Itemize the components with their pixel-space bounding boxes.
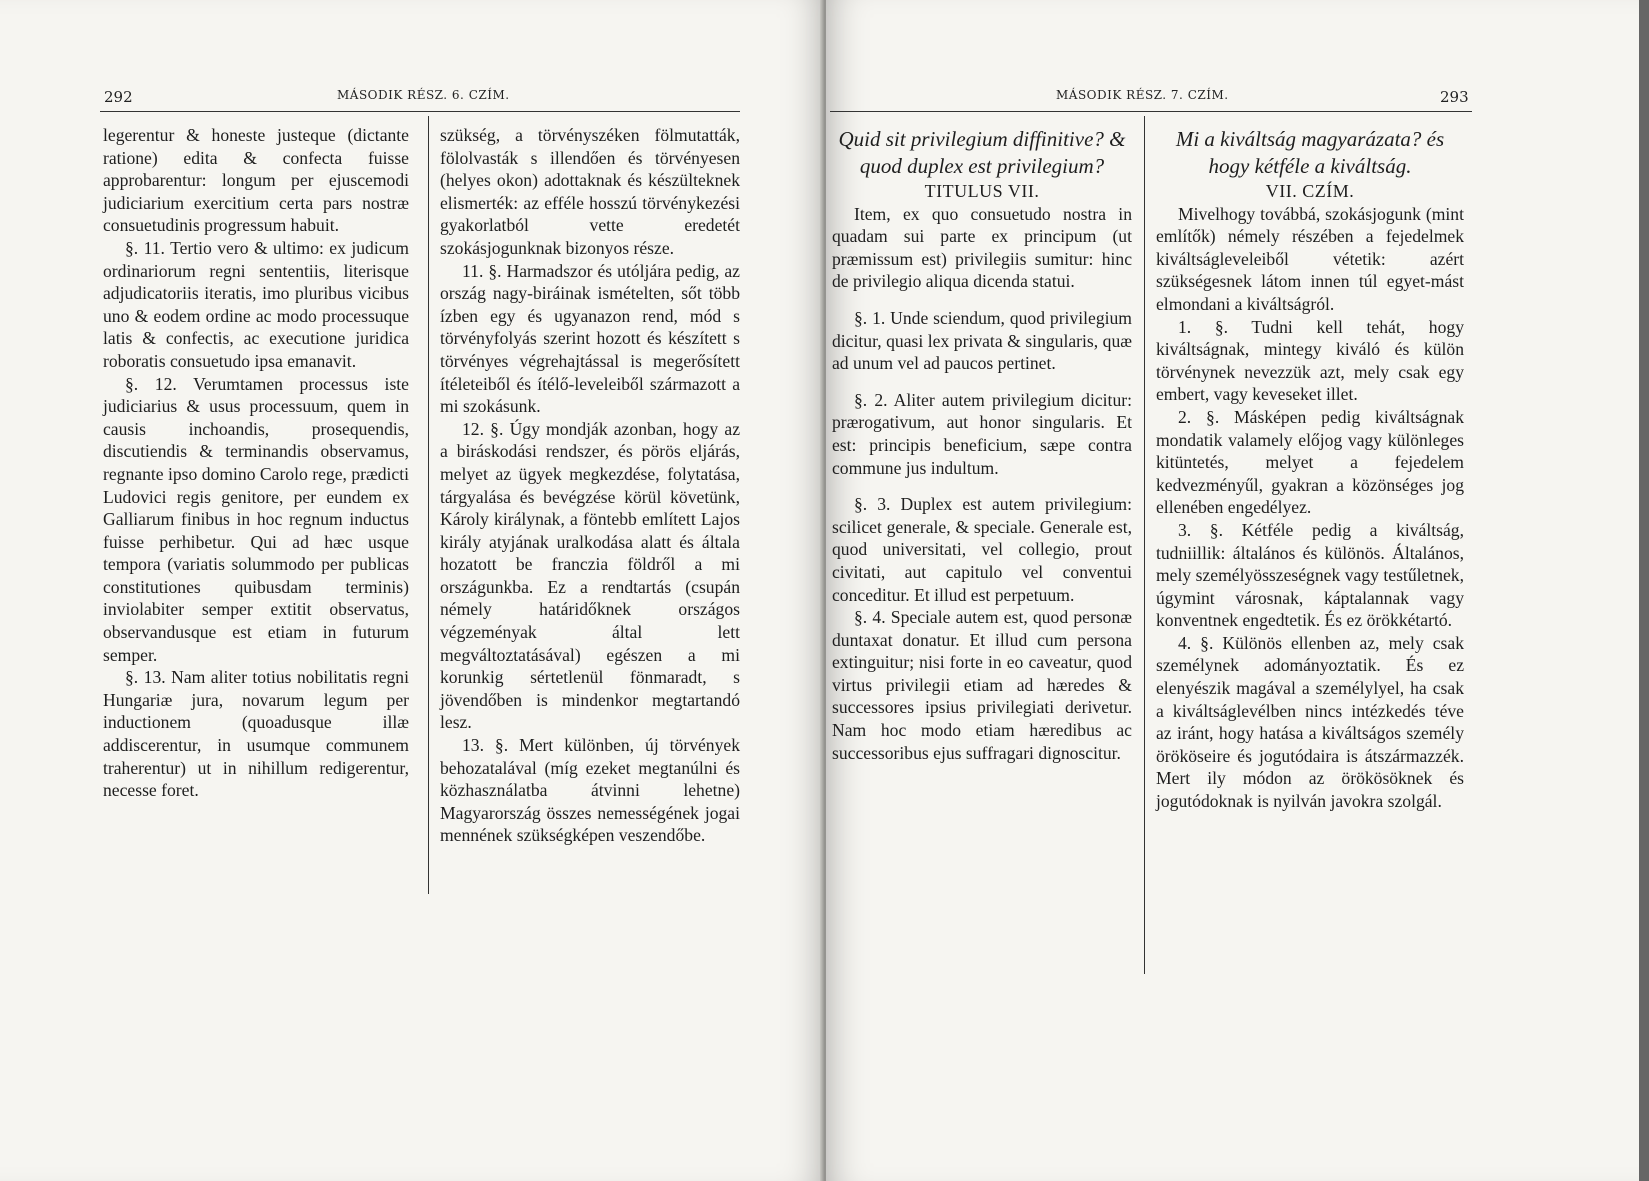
running-head: MÁSODIK RÉSZ. 6. CZÍM. (337, 88, 510, 102)
paragraph: 12. §. Úgy mondják azonban, hogy az a biráskodási rendszer, és pörös eljárás, melyet az ügyek megkezdése, folytatása, tárgyalása és bevégzése körül követünk, Károly királynak, a föntebb említett Lajos király atyjának uralkodása alatt és általa hozatott be franczia földről a mi országunkba. Ez a rendtartás (csupán némely határidőknek országos végzeményak által lett megváltoztatásával) egészen a mi korunkig sértetlenül fönmaradt, s jövendőben is mindenkor megtartandó lesz. (440, 418, 740, 733)
paragraph: 4. §. Különös ellenben az, mely csak személynek adományoztatik. És ez elenyészik magával a személylyel, ha csak a kiváltságlevélben nincs intézkedés téve az iránt, hogy hatása a kiváltságos személy örököseire és jogutódaira is átszármazzék. Mert ily módon az örökösöknek és jogutódoknak is nyilván javokra szolgál. (1156, 632, 1464, 812)
hungarian-column (440, 124, 740, 847)
latin-column (832, 126, 1132, 764)
titulus-heading: TITULUS VII. (924, 181, 1040, 201)
running-head: MÁSODIK RÉSZ. 7. CZÍM. (1056, 88, 1229, 102)
paragraph: 1. §. Tudni kell tehát, hogy kiváltságnak, mintegy kiváló és külön törvénynek nevezzük azt, mely csak egy embert, vagy keveseket illet. (1156, 316, 1464, 405)
paragraph: 11. §. Harmadszor és utóljára pedig, az ország nagy-biráinak ismételten, sőt több ízben egy és ugyanazon rend, mód s törvényfolyás szerint hozott és készített s törvényes végrehajtással is megerősített ítéleteiből és ítélő-leveleiből származott a mi szokásunk. (440, 260, 740, 417)
titulus-heading: VII. CZÍM. (1265, 181, 1355, 201)
paragraph: Mivelhogy továbbá, szokásjogunk (mint említők) némely részében a fejedelmek kiváltságleveleiből vétetik: azért szükségesnek látom innen túl egyet-mást elmondani a kiváltságról. (1156, 203, 1464, 314)
column-divider (428, 116, 429, 894)
paragraph: 13. §. Mert különben, új törvények behozatalával (míg ezeket megtanúlni és közhasználatba átvinni lehetne) Magyarország összes nemességének jogai mennének szükségképen veszendőbe. (440, 735, 740, 846)
book-edge-right (1639, 0, 1649, 1181)
paragraph: 2. §. Másképen pedig kiváltságnak mondatik valamely előjog vagy különleges kitüntetés, melyet a fejedelem kedvezményűl, gyakran a közönséges jog ellenében engedélyez. (1156, 406, 1464, 518)
paragraph: §. 11. Tertio vero & ultimo: ex judicum ordinariorum regni sententiis, literisque adjudicatoriis iteratis, imo pluribus vicibus uno & eodem ordine ac modo processuque latis & confectis, ac executione juridica roboratis consuetudo ipsa emanavit. (103, 237, 409, 371)
section-title: Mi a kiváltság magyarázata? és hogy kétféle a kiváltság. (1175, 127, 1445, 178)
right-page (826, 0, 1649, 1181)
section-title: Quid sit privilegium diffinitive? & quod duplex est privilegium? (838, 127, 1126, 178)
paragraph: §. 3. Duplex est autem privilegium: scilicet generale, & speciale. Generale est, quod universitati, vel collegio, prout civitati, aut capitulo vel conventui conceditur. Et illud est perpetuum. (832, 494, 1132, 605)
left-page (0, 0, 824, 1181)
paragraph: 3. §. Kétféle pedig a kiváltság, tudniillik: általános és különös. Általános, mely személyösszeségnek vagy testűletnek, úgymint városnak, káptalannak vagy konventnek engedtetik. És ez örökkétartó. (1156, 519, 1464, 631)
header-rule (830, 111, 1472, 112)
paragraph: §. 1. Unde sciendum, quod privilegium dicitur, quasi lex privata & singularis, quæ ad unum vel ad paucos pertinet. (832, 307, 1132, 374)
latin-column (103, 124, 409, 802)
paragraph: legerentur & honeste justeque (dictante ratione) edita & confecta fuisse approbarentur: longum per ejuscemodi judiciarium exercitium certa pars nostræ consuetudinis progressum habuit. (103, 125, 409, 236)
header-rule (100, 111, 740, 112)
paragraph: §. 2. Aliter autem privilegium dicitur: prærogativum, aut honor singularis. Et est: principis beneficium, sæpe contra commune jus indultum. (832, 389, 1132, 478)
paragraph: §. 12. Verumtamen processus iste judiciarius & usus processuum, quem in causis inchoandis, prosequendis, discutiendis & terminandis observamus, regnante ipso domino Carolo rege, prædicti Ludovici regis genitore, per eundem ex Galliarum finibus in hoc regnum inductus fuisse perhibetur. Qui ad hæc usque tempora (variatis solummodo per publicas constitutiones quibusdam terminis) inviolabiter semper extitit observatus, observandusque est etiam in futurum semper. (103, 373, 409, 665)
paragraph: Item, ex quo consuetudo nostra in quadam sui parte ex principum (ut præmissum est) privilegiis sumitur: hinc de privilegio aliqua dicenda statui. (832, 203, 1132, 292)
page-number: 292 (104, 88, 133, 106)
column-divider (1144, 116, 1145, 974)
paragraph: szükség, a törvényszéken fölmutatták, fölolvasták s illendően és törvényesen (helyes okon) adottaknak és készülteknek elismerték: az efféle hosszú törvénykezési gyakorlatból vette eredetét szokásjogunknak bizonyos része. (440, 125, 740, 258)
paragraph: §. 4. Speciale autem est, quod personæ duntaxat donatur. Et illud cum persona extinguitur; nisi forte in eo caveatur, quod virtus privilegii etiam ad hæredes & successores ipsius privilegiati derivetur. Nam hoc modo etiam hæredibus ac successoribus ejus suffragari dignoscitur. (832, 607, 1132, 763)
page-number: 293 (1440, 88, 1469, 106)
paragraph: §. 13. Nam aliter totius nobilitatis regni Hungariæ jura, novarum legum per inductionem (quoadusque illæ addiscerentur, in usumque communem traherentur) ut in nihillum redigerentur, necesse foret. (103, 667, 409, 801)
hungarian-column (1156, 126, 1464, 813)
